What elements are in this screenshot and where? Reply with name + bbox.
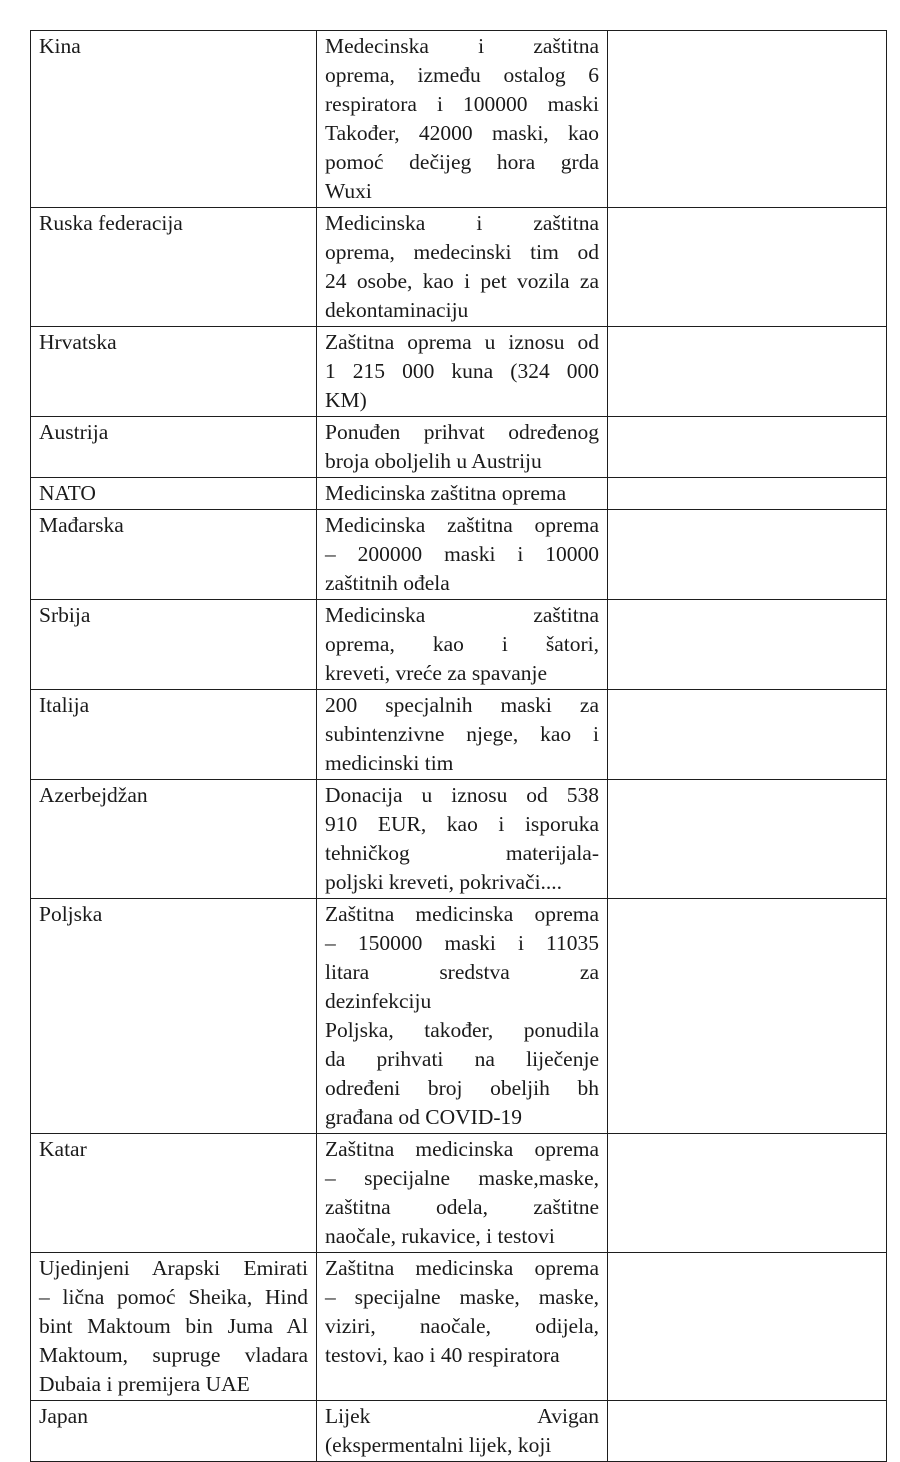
description-line: određeni broj obeljih bh [325,1076,599,1100]
note-cell [608,327,887,417]
country-line: NATO [39,481,96,505]
country-cell [31,208,317,327]
description-line: tehničkog materijala- [325,841,599,865]
description-line: Lijek Avigan [325,1404,599,1428]
note-cell [608,1401,887,1462]
country-line: Srbija [39,603,91,627]
description-cell [317,1401,608,1462]
description-line: pomoć dečijeg hora grda [325,150,599,174]
description-line: Medicinska zaštitna oprema [325,513,599,537]
description-cell [317,208,608,327]
description-line: poljski kreveti, pokrivači.... [325,870,563,894]
description-line: Wuxi [325,179,372,203]
description-line: Medecinska i zaštitna [325,34,599,58]
description-line: Medicinska i zaštitna [325,211,599,235]
description-line: Poljska, također, ponudila [325,1018,599,1042]
description-line: Ponuđen prihvat određenog [325,420,599,444]
country-line: Maktoum, supruge vladara [39,1343,308,1367]
description-line: respiratora i 100000 maski [325,92,599,116]
table-row [31,600,887,690]
table-row [31,1134,887,1253]
country-line: Mađarska [39,513,124,537]
description-line: Također, 42000 maski, kao [325,121,599,145]
description-cell [317,478,608,510]
country-line: Kina [39,34,81,58]
description-cell [317,690,608,780]
description-line: testovi, kao i 40 respiratora [325,1343,560,1367]
description-line: Zaštitna medicinska oprema [325,902,599,926]
table-row [31,327,887,417]
note-cell [608,1253,887,1401]
description-line: zaštitna odela, zaštitne [325,1195,599,1219]
description-cell [317,780,608,899]
note-cell [608,510,887,600]
country-line: Ruska federacija [39,211,183,235]
description-line: 1 215 000 kuna (324 000 [325,359,599,383]
description-line: dekontaminaciju [325,298,469,322]
description-line: medicinski tim [325,751,454,775]
table-row [31,899,887,1134]
note-cell [608,31,887,208]
description-line: (ekspermentalni lijek, koji [325,1433,552,1457]
country-line: bint Maktoum bin Juma Al [39,1314,308,1338]
description-line: – 150000 maski i 11035 [325,931,599,955]
country-cell [31,510,317,600]
description-line: Zaštitna medicinska oprema [325,1256,599,1280]
description-line: oprema, između ostalog 6 [325,63,599,87]
donations-table [30,30,887,1462]
country-line: Italija [39,693,90,717]
description-line: Medicinska zaštitna oprema [325,481,567,505]
country-line: Japan [39,1404,88,1428]
description-line: kreveti, vreće za spavanje [325,661,548,685]
description-line: subintenzivne njege, kao i [325,722,599,746]
description-line: Medicinska zaštitna [325,603,599,627]
description-line: da prihvati na liječenje [325,1047,599,1071]
country-line: Dubaia i premijera UAE [39,1372,250,1396]
description-line: Zaštitna medicinska oprema [325,1137,599,1161]
description-line: građana od COVID-19 [325,1105,523,1129]
description-cell [317,417,608,478]
table-row [31,31,887,208]
country-cell [31,1253,317,1401]
table-row [31,478,887,510]
country-cell [31,780,317,899]
country-line: – lična pomoć Sheika, Hind [39,1285,308,1309]
description-line: 910 EUR, kao i isporuka [325,812,599,836]
country-cell [31,1134,317,1253]
description-cell [317,899,608,1134]
country-cell [31,690,317,780]
note-cell [608,1134,887,1253]
table-row [31,1253,887,1401]
note-cell [608,690,887,780]
description-cell [317,600,608,690]
description-cell [317,327,608,417]
description-line: zaštitnih ođela [325,571,450,595]
description-line: litara sredstva za [325,960,599,984]
table-row [31,417,887,478]
country-line: Hrvatska [39,330,117,354]
country-line: Poljska [39,902,103,926]
description-line: 200 specjalnih maski za [325,693,599,717]
country-line: Azerbejdžan [39,783,148,807]
table-row [31,510,887,600]
table-row [31,1401,887,1462]
country-cell [31,600,317,690]
table-body [31,31,887,1462]
table-row [31,780,887,899]
description-line: naočale, rukavice, i testovi [325,1224,555,1248]
note-cell [608,899,887,1134]
description-line: dezinfekciju [325,989,432,1013]
description-cell [317,1134,608,1253]
country-line: Austrija [39,420,109,444]
table-row [31,690,887,780]
country-line: Ujedinjeni Arapski Emirati [39,1256,308,1280]
description-cell [317,31,608,208]
country-cell [31,899,317,1134]
description-line: oprema, kao i šatori, [325,632,599,656]
note-cell [608,600,887,690]
country-cell [31,31,317,208]
description-cell [317,510,608,600]
country-cell [31,1401,317,1462]
country-cell [31,478,317,510]
description-line: oprema, medecinski tim od [325,240,599,264]
country-line: Katar [39,1137,87,1161]
description-cell [317,1253,608,1401]
note-cell [608,780,887,899]
description-line: KM) [325,388,367,412]
note-cell [608,417,887,478]
description-line: – 200000 maski i 10000 [325,542,599,566]
table-row [31,208,887,327]
description-line: Zaštitna oprema u iznosu od [325,330,599,354]
note-cell [608,208,887,327]
document-page [30,30,886,1462]
country-cell [31,417,317,478]
description-line: – specijalne maske, maske, [325,1285,599,1309]
description-line: viziri, naočale, odijela, [325,1314,599,1338]
note-cell [608,478,887,510]
description-line: 24 osobe, kao i pet vozila za [325,269,599,293]
description-line: Donacija u iznosu od 538 [325,783,599,807]
country-cell [31,327,317,417]
description-line: broja oboljelih u Austriju [325,449,542,473]
description-line: – specijalne maske,maske, [325,1166,599,1190]
